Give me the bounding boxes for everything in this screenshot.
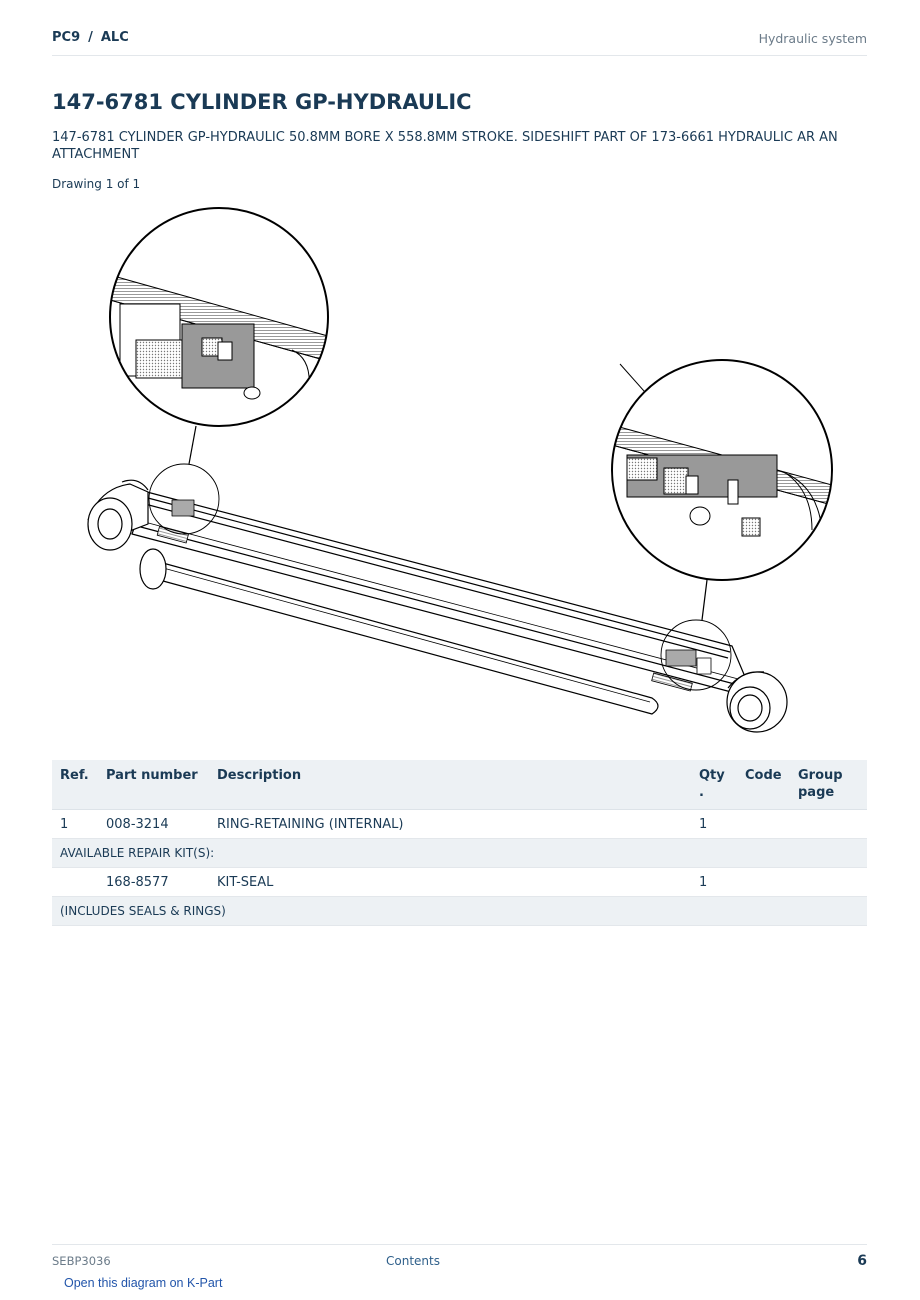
kpart-link[interactable]: Open this diagram on K-Part (64, 1276, 223, 1290)
table-header-row (52, 760, 867, 810)
parts-diagram[interactable] (52, 200, 867, 745)
breadcrumb-model[interactable]: PC9 (52, 30, 81, 45)
page-title: 147-6781 CYLINDER GP-HYDRAULIC (52, 90, 472, 114)
page-header (52, 28, 867, 56)
header-description: Description (209, 760, 691, 810)
part-description: 147-6781 CYLINDER GP-HYDRAULIC 50.8MM BORE X 558.8MM STROKE. SIDESHIFT PART OF 173-6661 HYDRAULIC AR AN ATTACHMENT (52, 130, 838, 162)
parts-table (52, 760, 867, 926)
kit-note: (INCLUDES SEALS & RINGS) (52, 897, 867, 926)
cell-group-page (790, 868, 867, 897)
breadcrumb-separator: / (88, 30, 93, 45)
cell-code (737, 868, 790, 897)
page-number: 6 (857, 1253, 867, 1269)
breadcrumb-section[interactable]: ALC (100, 30, 129, 45)
page-footer (52, 1244, 867, 1275)
breadcrumb (52, 30, 129, 45)
cell-ref (52, 868, 98, 897)
cell-code (737, 810, 790, 839)
cell-part-number[interactable]: 168-8577 (98, 868, 209, 897)
cell-group-page (790, 810, 867, 839)
table-row (52, 868, 867, 897)
cell-description: KIT-SEAL (209, 868, 691, 897)
document-id: SEBP3036 (52, 1254, 111, 1268)
header-group-page: Group page (790, 760, 867, 810)
header-code: Code (737, 760, 790, 810)
kit-heading: AVAILABLE REPAIR KIT(S): (52, 839, 867, 868)
contents-link[interactable]: Contents (386, 1254, 440, 1268)
kit-note-row (52, 897, 867, 926)
header-part-number: Part number (98, 760, 209, 810)
header-qty: Qty . (691, 760, 737, 810)
drawing-counter: Drawing 1 of 1 (52, 177, 141, 191)
section-label: Hydraulic system (758, 31, 867, 46)
table-row (52, 810, 867, 839)
magnified-detail-right (612, 360, 832, 580)
kit-heading-row (52, 839, 867, 868)
magnified-detail-left (92, 208, 342, 426)
header-ref: Ref. (52, 760, 98, 810)
cell-qty: 1 (691, 810, 737, 839)
cell-description: RING-RETAINING (INTERNAL) (209, 810, 691, 839)
cell-qty: 1 (691, 868, 737, 897)
cell-ref: 1 (52, 810, 98, 839)
cell-part-number[interactable]: 008-3214 (98, 810, 209, 839)
